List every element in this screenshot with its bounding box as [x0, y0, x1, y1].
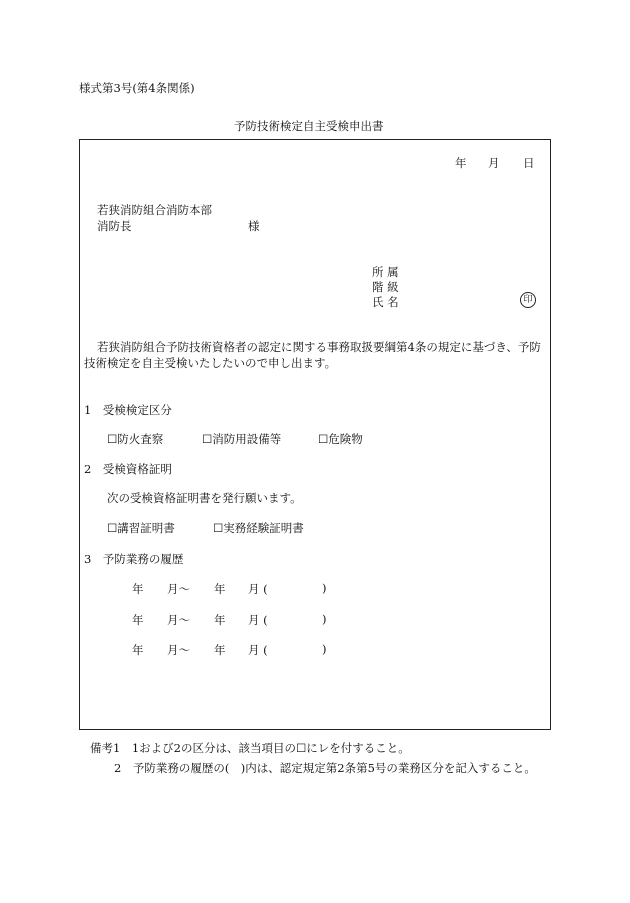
history-row3-close: ): [322, 642, 327, 656]
section2-option-course-cert[interactable]: ☐講習証明書: [107, 521, 175, 535]
history-row3-year-to: 年: [214, 643, 226, 657]
section1-heading: 1 受検検定区分: [84, 403, 172, 417]
history-row3-year-from: 年: [132, 643, 144, 657]
history-row1-year-to: 年: [214, 582, 226, 596]
addressee-org: 若狭消防組合消防本部: [97, 203, 212, 217]
addressee-role: 消防長: [97, 219, 132, 233]
section2-text: 次の受検資格証明書を発行願います。: [107, 491, 302, 505]
history-row2-year-to: 年: [214, 613, 226, 627]
date-month: 月: [488, 156, 500, 170]
affiliation-label: 所 属: [372, 265, 399, 279]
history-row2-year-from: 年: [132, 613, 144, 627]
form-title: 予防技術検定自主受検申出書: [234, 119, 384, 133]
history-row3-month-from: 月～: [167, 643, 190, 657]
remarks-line2: 2 予防業務の履歴の( )内は、認定規定第2条第5号の業務区分を記入すること。: [114, 761, 536, 775]
remarks-line1: 備考1 1および2の区分は、該当項目の☐にレを付すること。: [90, 741, 410, 755]
history-row2-month-from: 月～: [167, 613, 190, 627]
body-text-line2: 技術検定を自主受検いたしたいので申し出ます。: [84, 356, 337, 370]
history-row3-month-to: 月 (: [248, 643, 268, 657]
section1-option-fire-equipment[interactable]: ☐消防用設備等: [202, 432, 282, 446]
name-label: 氏 名: [372, 295, 399, 309]
addressee-honorific: 様: [248, 219, 260, 233]
section3-heading: 3 予防業務の履歴: [84, 552, 184, 566]
history-row1-close: ): [322, 581, 327, 595]
form-number: 様式第3号(第4条関係): [79, 81, 195, 95]
date-year: 年: [455, 156, 467, 170]
body-text-line1: 若狭消防組合予防技術資格者の認定に関する事務取扱要綱第4条の規定に基づき、予防: [97, 340, 541, 354]
history-row2-close: ): [322, 612, 327, 626]
section2-option-experience-cert[interactable]: ☐実務経験証明書: [213, 521, 304, 535]
date-day: 日: [523, 156, 535, 170]
section2-heading: 2 受検資格証明: [84, 462, 172, 476]
rank-label: 階 級: [372, 280, 399, 294]
history-row2-month-to: 月 (: [248, 613, 268, 627]
section1-option-fire-inspection[interactable]: ☐防火査察: [107, 432, 164, 446]
seal-mark: 印: [520, 292, 536, 308]
history-row1-month-to: 月 (: [248, 582, 268, 596]
section1-option-hazardous[interactable]: ☐危険物: [318, 432, 363, 446]
history-row1-year-from: 年: [132, 582, 144, 596]
history-row1-month-from: 月～: [167, 582, 190, 596]
